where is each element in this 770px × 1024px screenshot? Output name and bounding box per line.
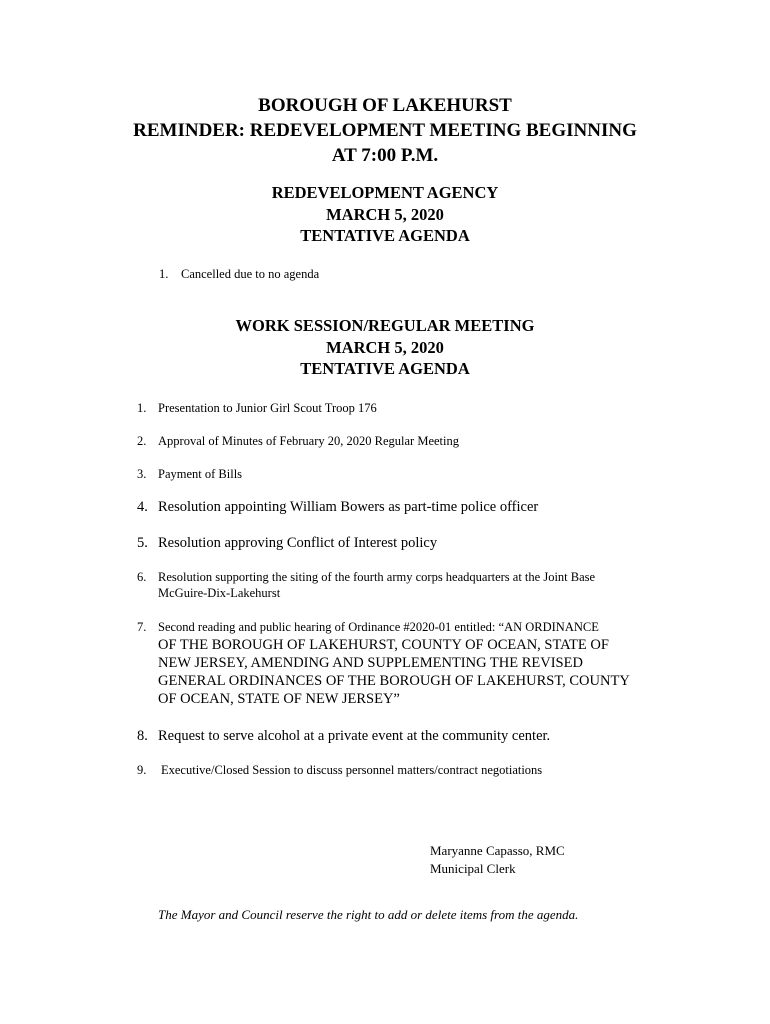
borough-title: BOROUGH OF LAKEHURST [258,95,512,116]
work-session-date: MARCH 5, 2020 [326,337,444,357]
agenda-disclaimer: The Mayor and Council reserve the right to add or delete items from the agenda. [158,907,579,922]
work-session-agenda-label: TENTATIVE AGENDA [300,359,470,378]
item-text-line: Resolution supporting the siting of the fourth army corps headquarters at the Joint Base [158,570,596,584]
work-session-heading: WORK SESSION/REGULAR MEETING [235,316,535,335]
item-text: Presentation to Junior Girl Scout Troop 176 [158,401,377,415]
signature-block [430,842,565,878]
item-text-line: GENERAL ORDINANCES OF THE BOROUGH OF LAKEHURST, COUNTY [158,673,630,689]
item-number: 3. [137,467,147,481]
item-text-line: McGuire-Dix-Lakehurst [158,586,281,600]
item-text-line: NEW JERSEY, AMENDING AND SUPPLEMENTING THE REVISED [158,655,583,671]
item-number: 4. [137,499,148,515]
item-text: Request to serve alcohol at a private event at the community center. [158,728,551,744]
meeting-time-title: AT 7:00 P.M. [331,145,439,166]
item-number: 9. [137,763,147,777]
item-number: 1. [159,267,169,281]
item-text: Resolution appointing William Bowers as part-time police officer [158,499,539,515]
item-text: Payment of Bills [158,467,243,481]
reminder-title: REMINDER: REDEVELOPMENT MEETING BEGINNING [133,120,637,141]
item-number: 2. [137,434,147,448]
item-text: Approval of Minutes of February 20, 2020 Regular Meeting [158,434,459,448]
redevelopment-agenda-label: TENTATIVE AGENDA [300,226,470,245]
item-text: Cancelled due to no agenda [181,267,320,281]
item-number: 7. [137,620,147,634]
item-text-line: OF OCEAN, STATE OF NEW JERSEY” [158,691,400,707]
item-text-line: Second reading and public hearing of Ordinance #2020-01 entitled: “AN ORDINANCE [158,620,599,634]
clerk-name: Maryanne Capasso, RMC [430,843,565,858]
item-text: Resolution approving Conflict of Interest policy [158,535,438,551]
item-text-line: OF THE BOROUGH OF LAKEHURST, COUNTY OF OCEAN, STATE OF [158,637,609,653]
item-number: 8. [137,728,148,744]
item-number: 6. [137,570,147,584]
redevelopment-agency-heading: REDEVELOPMENT AGENCY [271,183,499,202]
item-text: Executive/Closed Session to discuss personnel matters/contract negotiations [161,763,543,777]
redevelopment-date: MARCH 5, 2020 [326,204,444,224]
item-number: 5. [137,535,148,551]
item-number: 1. [137,401,147,415]
clerk-title: Municipal Clerk [430,861,516,876]
